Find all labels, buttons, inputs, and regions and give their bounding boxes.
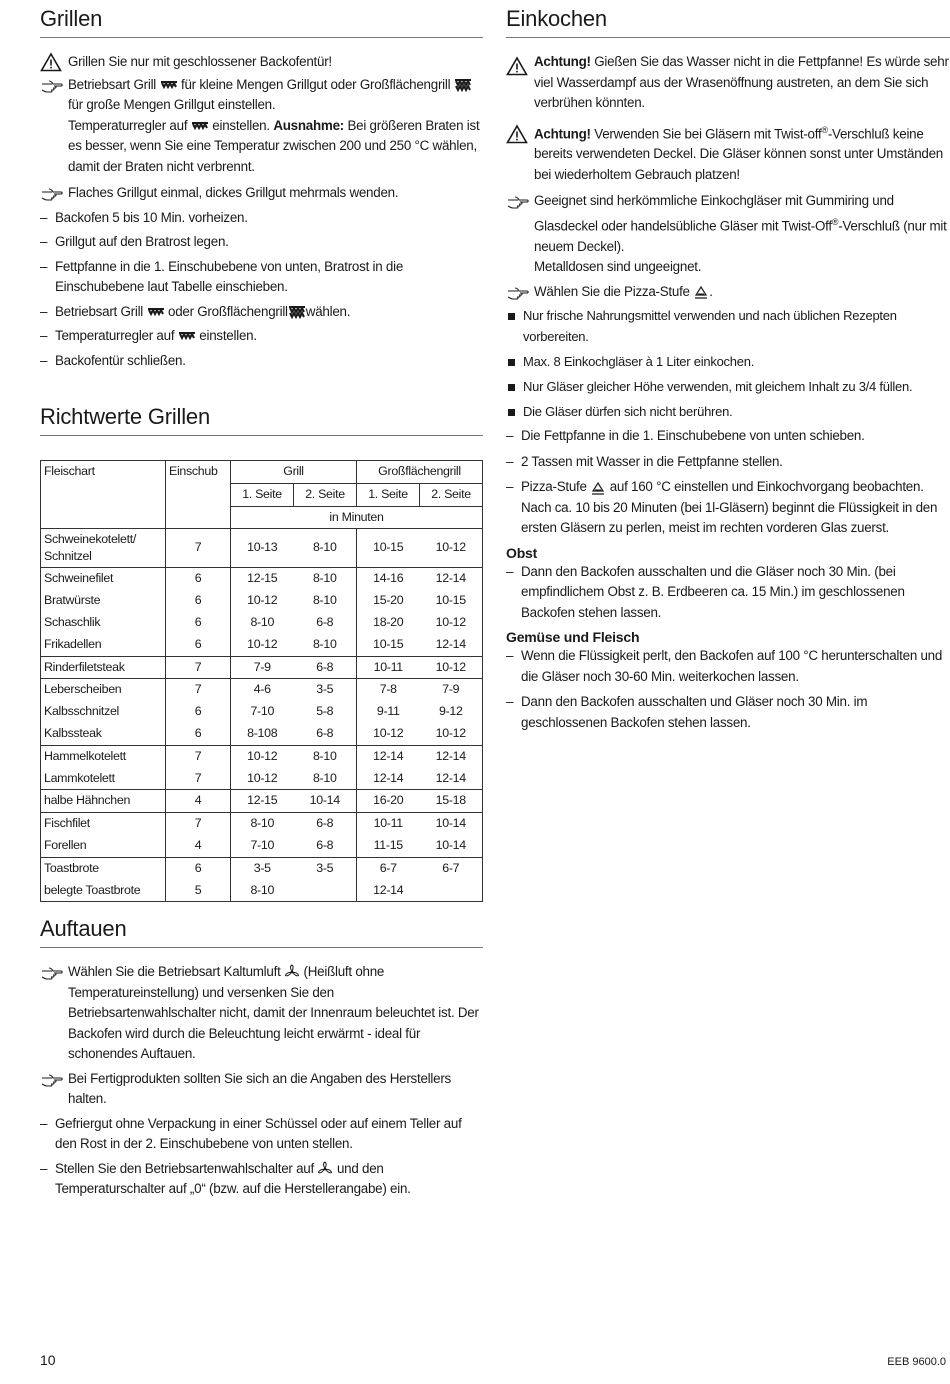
step-text: Dann den Backofen ausschalten und Gläser noch 30 Min. im geschlossenen Backofen stehen lassen. [521,694,868,730]
cell-value: 12-14 [420,768,483,790]
hint-text: Wählen Sie die Betriebsart Kaltumluft [68,964,281,979]
cell-einschub: 6 [166,723,231,745]
cell-einschub: 7 [166,529,231,568]
hint-text: einstellen. [212,117,270,133]
list-item-text: Die Gläser dürfen sich nicht berühren. [523,403,733,419]
table-row [41,768,483,790]
cell-value: 10-12 [231,634,294,656]
step-text: Fettpfanne in die 1. Einschubebene von unten, Bratrost in die Einschubebene laut Tabelle einschieben. [55,258,404,294]
list-item-text: Nur frische Nahrungsmittel verwenden und nach üblichen Rezepten vorbereiten. [523,308,897,344]
pointing-hand-icon [40,1072,66,1088]
hint-text: . [709,283,713,299]
step-text: wählen. [305,303,351,319]
step-text: Backofen 5 bis 10 Min. vorheizen. [55,209,248,225]
cell-value: 8-10 [250,614,275,629]
cell-einschub: 7 [166,679,231,701]
warning-triangle-icon [506,56,532,76]
step-item [506,562,950,624]
hint-text: Wählen Sie die Pizza-Stufe [534,283,690,299]
cell-value: 8-10 [250,816,275,831]
warning-text: -Verschluß keine bereits verwendeten Deckel. Die Gläser können sonst unter Umständen bei wiederholtem Gebrauch platzen! [534,125,943,182]
registered-mark: ® [821,124,828,135]
cell-einschub: 6 [166,634,231,656]
pizza-setting-icon [590,480,606,496]
step-item [506,646,950,687]
cell-value: 8-10 [294,634,357,656]
step-text: Grillgut auf den Bratrost legen. [55,234,229,249]
col-header-in-minuten: in Minuten [231,506,483,529]
list-item [506,377,950,398]
cell-fleischart: Frikadellen [41,634,166,656]
cell-value: 10-14 [294,790,357,813]
step-item [40,351,483,372]
section-title-auftauen: Auftauen [40,910,483,948]
cell-value: 6-8 [294,612,357,634]
grill-icon [160,80,178,90]
step-item [40,1159,483,1200]
cell-fleischart: halbe Hähnchen [41,790,166,813]
step-text: Dann den Backofen ausschalten und die Gläser noch 30 Min. (bei empfindlichem Obst z. B. Erdbeeren ca. 15 Min.) im geschlossenen Backofen stehen lassen. [521,563,905,620]
cell-fleischart: Lammkotelett [41,768,166,790]
step-text: Backofentür schließen. [55,352,186,368]
dash-bullet: – [506,648,514,664]
cell-fleischart: belegte Toastbrote [41,880,166,902]
cell-fleischart: Fischfilet [41,813,166,835]
emphasis-text: Achtung! [534,54,591,69]
list-item-text: Nur Gläser gleicher Höhe verwenden, mit gleichem Inhalt zu 3/4 füllen. [523,378,913,394]
cell-value: 6-8 [294,656,357,679]
cell-value: 6-7 [442,860,460,875]
cell-value: 7-10 [250,704,275,719]
cell-value: 8-10 [294,568,357,590]
cell-fleischart: Hammelkotelett [41,745,166,767]
fan-icon [317,1161,333,1177]
cell-value: 10-12 [420,529,483,568]
bullet-list [506,306,950,422]
hint-text: (Heißluft ohne Temperatureinstellung) und versenken Sie den Betriebsartenwahlschalter nicht, damit der Innenraum beleuchtet ist. Der Backofen wird durch die Beleuchtung leicht erwärmt - ideal für schonendes Auftauen. [68,964,479,1061]
hint-text: Betriebsart Grill [68,76,157,92]
cell-value: 7-10 [231,835,294,857]
cell-value: 18-20 [373,614,404,629]
step-text: Nach ca. 10 bis 20 Minuten (bei 1l-Gläsern) beginnt die Flüssigkeit in den ersten Gläsern zu perlen, meist im rechten vorderen Glas zuerst. [521,499,938,536]
col-header-grill: Grill [231,461,357,484]
warning-triangle-icon [40,52,66,72]
pointing-hand-icon [40,965,66,981]
dash-bullet: – [40,1160,48,1176]
pointing-hand-icon [40,78,66,94]
cell-fleischart: Kalbsschnitzel [41,701,166,723]
step-text: Wenn die Flüssigkeit perlt, den Backofen auf 100 °C herunterschalten und die Gläser noch 30-60 Min. weiterkochen lassen. [521,648,943,684]
step-text: und den Temperaturschalter auf „0“ (bzw. auf die Herstellerangabe) ein. [55,1160,411,1196]
cell-fleischart: Schweinekotelett/ Schnitzel [41,529,166,568]
cell-value: 4-6 [253,682,271,697]
warning-text: Grillen Sie nur mit geschlossener Backofentür! [68,54,332,69]
hint-text: Geeignet sind herkömmliche Einkochgläser mit Gummiring und Glasdeckel oder handelsübliche Gläser mit Twist-Off [534,193,894,234]
cell-fleischart: Forellen [41,835,166,857]
hint-note [40,75,483,178]
step-item [506,692,950,733]
cell-value: 12-14 [357,768,420,790]
table-row [41,857,483,879]
cell-value: 9-12 [438,704,463,719]
step-text: Betriebsart Grill [55,303,144,319]
cell-fleischart: Schaschlik [41,612,166,634]
dash-bullet: – [506,563,514,579]
cell-value: 10-12 [420,656,483,679]
cell-einschub: 5 [166,880,231,902]
cell-value: 5-8 [294,701,357,723]
grill-icon [147,307,165,317]
cell-value: 12-15 [247,571,278,586]
cell-einschub: 6 [166,857,231,879]
dash-bullet: – [40,1115,48,1131]
step-text: 2 Tassen mit Wasser in die Fettpfanne stellen. [521,453,783,469]
dash-bullet: – [40,234,48,249]
cell-value [294,880,357,902]
large-grill-icon [454,78,472,92]
cell-value: 15-20 [373,593,404,608]
emphasis-text: Achtung! [534,125,591,141]
step-text: Pizza-Stufe [521,479,587,495]
dash-bullet: – [40,303,48,319]
section-title-grillen: Grillen [40,0,483,38]
col-header-grossflaechengrill: Großflächengrill [357,461,483,484]
cell-value: 10-12 [231,768,294,790]
section-title-einkochen: Einkochen [506,0,950,38]
cell-value: 12-14 [435,571,466,586]
list-item [506,402,950,423]
step-item [40,257,483,298]
page-number: 10 [40,1352,56,1368]
cell-einschub: 7 [166,813,231,835]
hint-text: für kleine Mengen Grillgut oder Großflächengrill [181,76,451,92]
cell-value: 14-16 [373,571,404,586]
list-item-text: Max. 8 Einkochgläser à 1 Liter einkochen. [523,353,755,369]
cell-fleischart: Rinderfiletsteak [41,656,166,679]
hint-note [40,1069,483,1110]
cell-value: 3-5 [253,860,271,875]
square-bullet-icon [508,359,515,366]
table-row [41,612,483,634]
square-bullet-icon [508,384,515,391]
cell-einschub: 7 [166,768,231,790]
cell-value: 10-11 [373,816,403,831]
cell-fleischart: Kalbssteak [41,723,166,745]
cell-value: 10-13 [231,529,294,568]
subheading-gemuese: Gemüse und Fleisch [506,629,640,646]
hint-note [506,282,950,303]
hint-note [40,962,483,1065]
cell-value [420,880,483,902]
table-row [41,656,483,679]
hint-text: -Verschluß (nur mit neuem Deckel). [534,218,947,254]
dash-bullet: – [40,209,48,225]
pizza-setting-icon [693,284,709,300]
pointing-hand-icon [506,285,532,301]
cell-fleischart: Schweinefilet [41,568,166,590]
step-text: Die Fettpfanne in die 1. Einschubebene von unten schieben. [521,428,865,444]
subheading-obst: Obst [506,544,538,561]
grill-icon [191,121,209,131]
cell-value: 10-11 [357,656,420,679]
warning-text: Gießen Sie das Wasser nicht in die Fettpfanne! Es würde sehr viel Wasserdampf aus der Wrasenöffnung austreten, an dem Sie sich verbrühen könnten. [534,54,949,110]
table-row [41,790,483,813]
table-row [41,835,483,857]
registered-mark: ® [831,216,839,227]
cell-value: 10-15 [435,593,466,608]
hint-text: für große Mengen Grillgut einstellen. [68,97,276,112]
step-text: Stellen Sie den Betriebsartenwahlschalter auf [55,1160,314,1176]
step-text: Temperaturregler auf [55,328,175,343]
cell-value: 11-15 [357,835,420,857]
list-item [506,352,950,373]
list-item [506,306,950,347]
warning-text: Verwenden Sie bei Gläsern mit Twist-off [594,125,822,141]
cell-value: 10-15 [357,529,420,568]
cell-value: 10-15 [357,634,420,656]
cell-value: 3-5 [294,857,357,879]
right-column [506,0,950,733]
cell-value: 6-8 [294,835,357,857]
hint-text: Bei Fertigprodukten sollten Sie sich an die Angaben des Herstellers halten. [68,1070,451,1106]
pointing-hand-icon [40,186,66,202]
step-item [506,452,950,473]
dash-bullet: – [506,694,514,710]
step-text: Gefriergut ohne Verpackung in einer Schüssel oder auf einem Teller auf den Rost in der 2. Einschubebene von unten stellen. [55,1115,462,1151]
cell-value: 8-10 [294,590,357,612]
col-header-seite-1: 1. Seite [231,483,294,506]
cell-value: 7-9 [442,682,460,697]
cell-einschub: 4 [166,835,231,857]
hint-note [40,183,483,204]
cell-value: 8-10 [294,768,357,790]
step-item [506,477,950,539]
table-row [41,529,483,568]
hint-text: Metalldosen sind ungeeignet. [534,259,702,275]
cell-value: 8-10 [231,880,294,902]
table-row [41,634,483,656]
cell-value: 7-8 [379,682,397,697]
grill-guide-table [40,460,483,902]
hint-text: Bei größeren Braten ist es besser, wenn Sie eine Temperatur zwischen 200 und 250 °C wählen, damit der Braten nicht verbrennt. [68,117,480,174]
table-row [41,813,483,835]
document-code: EEB 9600.0 [887,1356,946,1368]
cell-value: 12-14 [435,748,466,763]
grill-icon [178,331,196,341]
col-header-einschub: Einschub [166,461,231,529]
step-item [40,1114,483,1155]
cell-value: 3-5 [294,679,357,701]
step-item [40,326,483,347]
dash-bullet: – [40,352,48,368]
table-row [41,723,483,745]
emphasis-text: Ausnahme: [273,117,344,133]
table-row [41,745,483,767]
table-row [41,590,483,612]
cell-value: 9-11 [376,704,400,719]
dash-bullet: – [40,258,48,274]
cell-einschub: 6 [166,568,231,590]
cell-einschub: 6 [166,612,231,634]
step-item [40,208,483,229]
step-text: einstellen. [199,328,257,343]
step-item [506,426,950,447]
warning-note [506,120,950,186]
cell-value: 12-15 [231,790,294,813]
step-text: auf 160 °C einstellen und Einkochvorgang beobachten. [609,479,924,495]
col-header-fleischart: Fleischart [41,461,166,529]
cell-value: 15-18 [420,790,483,813]
cell-value: 10-12 [357,723,420,745]
cell-value: 12-14 [373,748,404,763]
cell-value: 10-12 [247,748,278,763]
cell-value: 8-108 [231,723,294,745]
col-header-seite-2: 2. Seite [420,483,483,506]
cell-value: 12-14 [420,634,483,656]
table-row [41,679,483,701]
step-item [40,232,483,253]
cell-value: 6-8 [294,813,357,835]
step-item [40,302,483,323]
cell-value: 10-12 [435,614,466,629]
warning-triangle-icon [506,124,532,144]
col-header-seite-1: 1. Seite [357,483,420,506]
cell-fleischart: Toastbrote [41,857,166,879]
col-header-seite-2: 2. Seite [294,483,357,506]
warning-note [40,52,483,73]
cell-value: 8-10 [294,745,357,767]
cell-value: 10-14 [420,835,483,857]
large-grill-icon [288,305,306,319]
table-row [41,880,483,902]
section-title-richtwerte: Richtwerte Grillen [40,398,483,436]
cell-einschub: 7 [166,656,231,679]
dash-bullet: – [506,453,514,469]
square-bullet-icon [508,409,515,416]
warning-note [506,52,950,114]
hint-text: Temperaturregler auf [68,117,188,133]
hint-note [506,191,950,277]
dash-bullet: – [506,428,514,444]
cell-value: 6-8 [294,723,357,745]
fan-icon [284,964,300,980]
cell-fleischart: Bratwürste [41,590,166,612]
square-bullet-icon [508,313,515,320]
cell-value: 10-14 [435,816,466,831]
cell-einschub: 7 [166,745,231,767]
cell-einschub: 6 [166,701,231,723]
cell-einschub: 6 [166,590,231,612]
table-row [41,568,483,590]
cell-fleischart: Leberscheiben [41,679,166,701]
cell-value: 16-20 [357,790,420,813]
step-text: oder Großflächengrill [168,303,288,319]
dash-bullet: – [40,328,48,343]
cell-value: 10-12 [247,593,278,608]
cell-value: 8-10 [294,529,357,568]
cell-einschub: 4 [166,790,231,813]
cell-value: 12-14 [357,880,420,902]
table-row [41,701,483,723]
hint-text: Flaches Grillgut einmal, dickes Grillgut mehrmals wenden. [68,185,399,200]
dash-bullet: – [506,479,514,495]
cell-value: 7-9 [231,656,294,679]
cell-value: 10-12 [420,723,483,745]
cell-value: 6-7 [379,860,397,875]
pointing-hand-icon [506,194,532,210]
